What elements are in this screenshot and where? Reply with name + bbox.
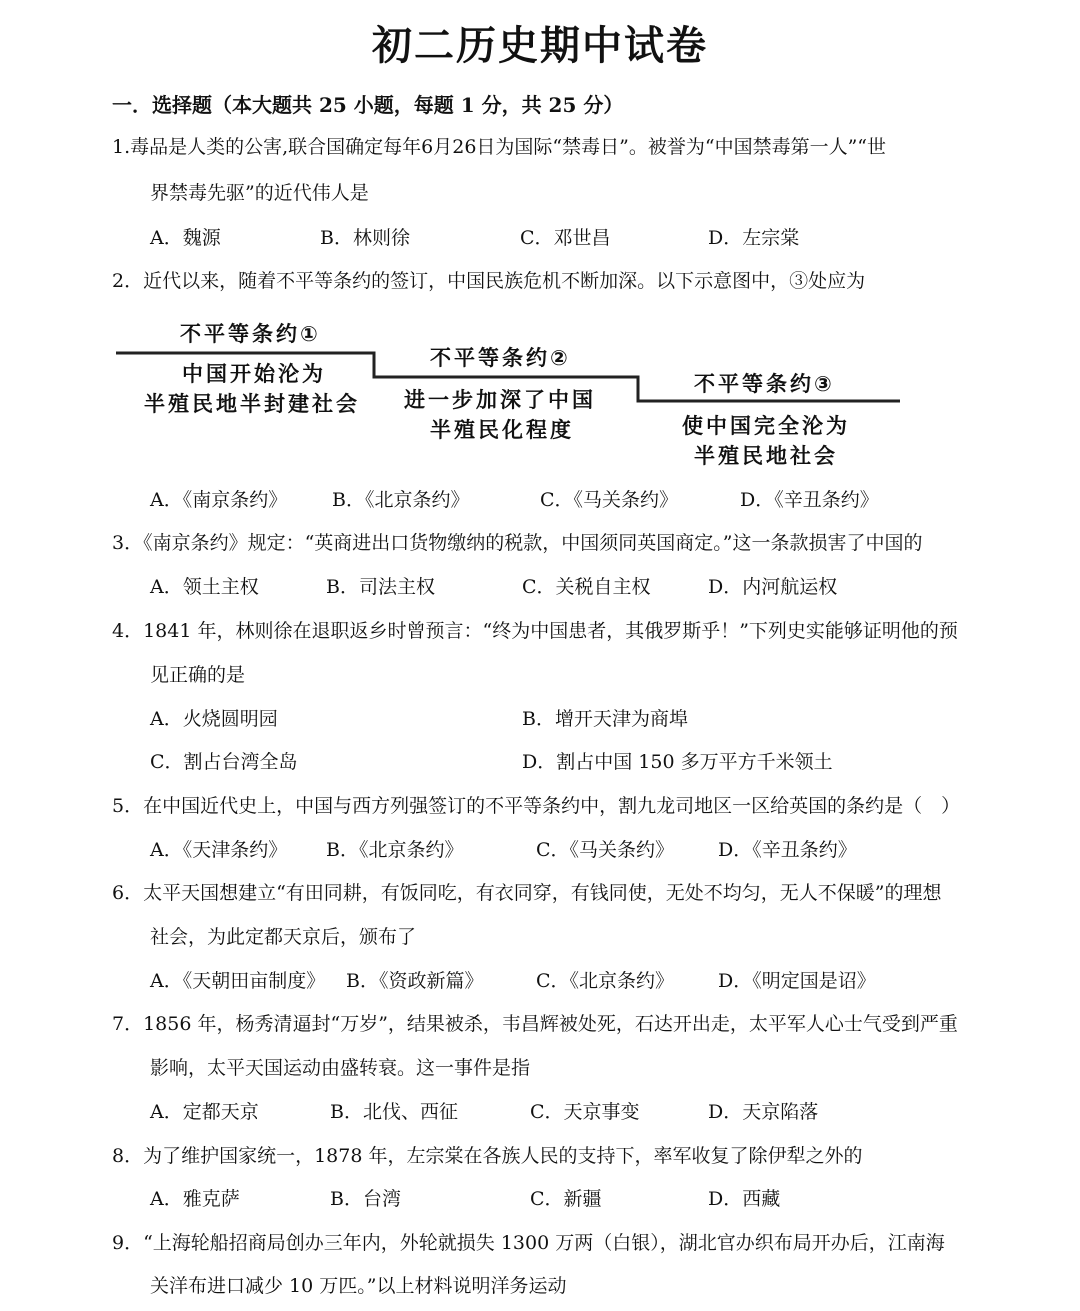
question-3-option-c[interactable]: C．关税自主权 [522, 576, 651, 598]
question-4-option-a[interactable]: A．火烧圆明园 [150, 708, 278, 730]
question-2-option-c[interactable]: C．《马关条约》 [540, 489, 679, 511]
question-9-line-2: 关洋布进口减少 10 万匹。”以上材料说明洋务运动 [150, 1275, 567, 1297]
question-8-option-d[interactable]: D．西藏 [708, 1188, 781, 1210]
question-7-line-1: 7．1856 年，杨秀清逼封“万岁”，结果被杀，韦昌辉被处死，石达开出走，太平军人心士气受到严重 [112, 1013, 958, 1035]
treaty-staircase-diagram [112, 312, 912, 472]
question-9-line-1: 9．“上海轮船招商局创办三年内，外轮就损失 1300 万两（白银），湖北官办织布局开办后，江南海 [112, 1232, 945, 1254]
question-1-option-a[interactable]: A．魏源 [150, 227, 221, 249]
question-7-option-a[interactable]: A．定都天京 [150, 1101, 259, 1123]
question-3-line-1: 3．《南京条约》规定：“英商进出口货物缴纳的税款，中国须同英国商定。”这一条款损害了中国的 [112, 532, 923, 554]
question-1-option-b[interactable]: B．林则徐 [320, 227, 410, 249]
question-4-line-1: 4．1841 年，林则徐在退职返乡时曾预言：“终为中国患者，其俄罗斯乎！”下列史实能够证明他的预 [112, 620, 958, 642]
question-2-line-1: 2．近代以来，随着不平等条约的签订，中国民族危机不断加深。以下示意图中，③处应为 [112, 270, 866, 292]
question-5-line-1: 5．在中国近代史上，中国与西方列强签订的不平等条约中，割九龙司地区一区给英国的条约是（ ） [112, 795, 961, 817]
question-2-option-b[interactable]: B．《北京条约》 [332, 489, 470, 511]
question-1-option-c[interactable]: C．邓世昌 [520, 227, 611, 249]
question-7-option-c[interactable]: C．天京事变 [530, 1101, 640, 1123]
question-5-option-d[interactable]: D．《辛丑条约》 [718, 839, 857, 861]
question-5-option-b[interactable]: B．《北京条约》 [326, 839, 464, 861]
question-3-option-a[interactable]: A．领土主权 [150, 576, 259, 598]
diagram-step2-bottom-1: 进一步加深了中国 [404, 388, 596, 412]
question-4-option-d[interactable]: D．割占中国 150 多万平方千米领土 [522, 751, 833, 773]
question-5-option-c[interactable]: C．《马关条约》 [536, 839, 675, 861]
question-7-line-2: 影响，太平天国运动由盛转衰。这一事件是指 [150, 1057, 531, 1079]
question-8-option-c[interactable]: C．新疆 [530, 1188, 602, 1210]
question-1-line-1: 1.毒品是人类的公害,联合国确定每年6月26日为国际“禁毒日”。被誉为“中国禁毒第一人”“世 [112, 136, 887, 158]
question-4-option-b[interactable]: B．增开天津为商埠 [522, 708, 688, 730]
diagram-step3-bottom-1: 使中国完全沦为 [682, 414, 850, 438]
question-4-line-2: 见正确的是 [150, 664, 246, 686]
question-8-line-1: 8．为了维护国家统一，1878 年，左宗棠在各族人民的支持下，率军收复了除伊犁之外的 [112, 1145, 863, 1167]
question-8-option-a[interactable]: A．雅克萨 [150, 1188, 240, 1210]
page-title: 初二历史期中试卷 [372, 22, 708, 69]
diagram-step3-top: 不平等条约③ [694, 372, 835, 396]
diagram-step1-top: 不平等条约① [180, 322, 321, 346]
question-5-option-a[interactable]: A．《天津条约》 [150, 839, 288, 861]
question-6-line-1: 6．太平天国想建立“有田同耕，有饭同吃，有衣同穿，有钱同使，无处不均匀，无人不保暖”的理想 [112, 882, 942, 904]
question-7-option-b[interactable]: B．北伐、西征 [330, 1101, 458, 1123]
question-3-option-b[interactable]: B．司法主权 [326, 576, 435, 598]
question-2-option-a[interactable]: A．《南京条约》 [150, 489, 288, 511]
question-4-option-c[interactable]: C．割占台湾全岛 [150, 751, 298, 773]
section-heading: 一．选择题（本大题共 25 小题，每题 1 分，共 25 分） [112, 93, 624, 117]
question-7-option-d[interactable]: D．天京陷落 [708, 1101, 819, 1123]
question-6-option-c[interactable]: C．《北京条约》 [536, 970, 675, 992]
diagram-step3-bottom-2: 半殖民地社会 [694, 444, 838, 468]
diagram-step2-bottom-2: 半殖民化程度 [430, 418, 574, 442]
question-1-line-2: 界禁毒先驱”的近代伟人是 [150, 182, 369, 204]
question-6-option-b[interactable]: B．《资政新篇》 [346, 970, 484, 992]
question-8-option-b[interactable]: B．台湾 [330, 1188, 401, 1210]
question-1-option-d[interactable]: D．左宗棠 [708, 227, 800, 249]
question-6-option-a[interactable]: A．《天朝田亩制度》 [150, 970, 326, 992]
question-6-option-d[interactable]: D．《明定国是诏》 [718, 970, 876, 992]
question-2-option-d[interactable]: D．《辛丑条约》 [740, 489, 879, 511]
diagram-step1-bottom-2: 半殖民地半封建社会 [144, 392, 360, 416]
diagram-step1-bottom-1: 中国开始沦为 [182, 362, 326, 386]
diagram-step2-top: 不平等条约② [430, 346, 571, 370]
question-6-line-2: 社会，为此定都天京后，颁布了 [150, 926, 417, 948]
question-3-option-d[interactable]: D．内河航运权 [708, 576, 838, 598]
